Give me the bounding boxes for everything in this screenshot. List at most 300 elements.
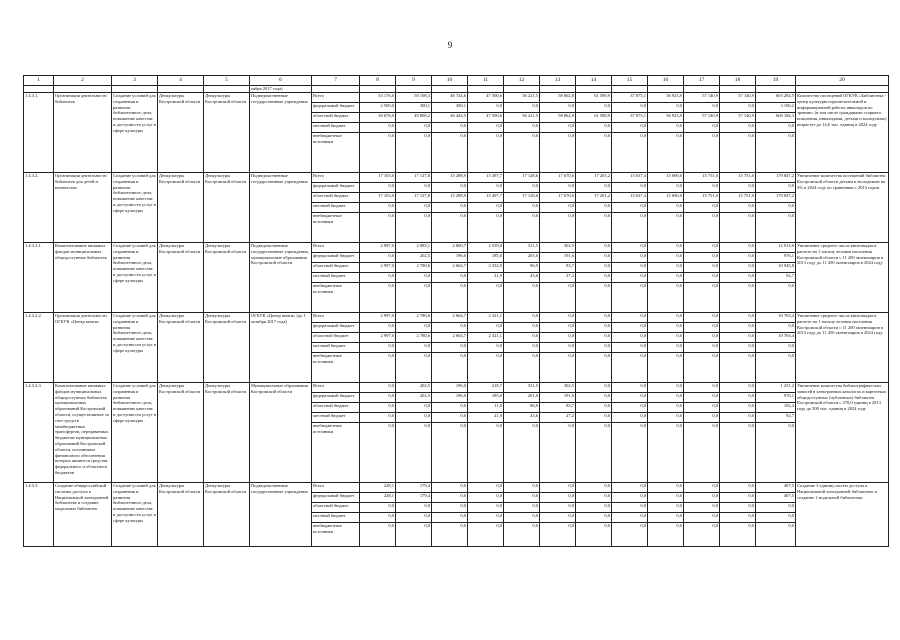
funding-value: 0,0: [504, 283, 540, 313]
funding-value: 0,0: [504, 483, 540, 493]
funding-value: 0,0: [648, 313, 684, 323]
funding-value: 0,0: [576, 213, 612, 243]
funding-value: 0,0: [396, 283, 432, 313]
page-number: 9: [447, 40, 453, 50]
funding-value: 0,0: [756, 503, 796, 513]
responsible-executor: Депкультуры Костромской области: [158, 483, 204, 547]
funding-value: 0,0: [684, 103, 720, 113]
funding-value: 0,0: [360, 353, 396, 383]
funding-value: 179 847,2: [756, 193, 796, 203]
funding-source-label: областной бюджет: [312, 403, 360, 413]
funding-value: 0,0: [396, 343, 432, 353]
funding-value: 0,0: [612, 513, 648, 523]
funding-value: 0,0: [720, 203, 756, 213]
funding-value: 0,0: [468, 343, 504, 353]
funding-value: 53 176,0: [360, 93, 396, 103]
funding-value: 0,0: [468, 123, 504, 133]
funding-value: 0,0: [648, 503, 684, 513]
column-number: 18: [720, 76, 756, 86]
funding-value: 191,6: [540, 393, 576, 403]
funding-value: 0,0: [504, 323, 540, 333]
funding-value: 0,0: [576, 503, 612, 513]
funding-value: 0,0: [612, 353, 648, 383]
measure-goal: Создание условий для сохранения и развития библиотечного дела, повышение качества и доступности услуг в сфере культуры: [112, 383, 158, 483]
column-number: 2: [54, 76, 112, 86]
funding-value: 0,0: [396, 503, 432, 513]
funding-value: 0,0: [648, 333, 684, 343]
funding-value: 0,0: [756, 423, 796, 483]
funding-value: 2 997,0: [360, 263, 396, 273]
funding-value: 0,0: [684, 333, 720, 343]
funding-value: 0,0: [684, 503, 720, 513]
column-number: 12: [504, 76, 540, 86]
funding-value: 0,0: [720, 263, 756, 273]
column-number: 16: [648, 76, 684, 86]
funding-value: 0,0: [576, 263, 612, 273]
funding-source-label: федеральный бюджет: [312, 393, 360, 403]
funding-value: 0,0: [612, 283, 648, 313]
funding-value: 2 664,7: [432, 333, 468, 343]
funding-value: 0,0: [468, 283, 504, 313]
funding-value: 0,0: [540, 513, 576, 523]
funding-value: 0,0: [648, 263, 684, 273]
executor: Подведомственные государственные учреждения, муниципальные образования Костромской области: [250, 243, 312, 313]
table-row: [24, 383, 889, 393]
funding-value: 0,0: [720, 253, 756, 263]
funding-value: 0,0: [540, 343, 576, 353]
funding-value: 50 676,0: [360, 113, 396, 123]
funding-value: 0,0: [720, 403, 756, 413]
funding-value: 0,0: [540, 213, 576, 243]
funding-value: 0,0: [360, 393, 396, 403]
funding-value: 2 321,1: [468, 333, 504, 343]
funding-value: 15 637,4: [612, 173, 648, 183]
funding-value: 61 589,9: [576, 113, 612, 123]
funding-value: 0,0: [576, 283, 612, 313]
funding-value: 17 103,0: [360, 173, 396, 183]
funding-value: 0,0: [648, 353, 684, 383]
funding-value: 0,0: [720, 383, 756, 393]
funding-value: 0,0: [504, 133, 540, 173]
funding-value: 0,0: [504, 313, 540, 323]
funding-value: 43,6: [504, 413, 540, 423]
funding-source-label: федеральный бюджет: [312, 323, 360, 333]
funding-value: 10 945,8: [756, 263, 796, 273]
funding-value: 0,0: [396, 403, 432, 413]
executor: ОГБУК «Центр книги» (до 1 октября 2017 года): [250, 313, 312, 383]
funding-value: 15 288,9: [432, 173, 468, 183]
responsible-executor: Депкультуры Костромской области: [158, 313, 204, 383]
funding-value: 0,0: [432, 133, 468, 173]
funding-value: 0,0: [576, 393, 612, 403]
funding-source-label: областной бюджет: [312, 263, 360, 273]
funding-value: 179 847,2: [756, 173, 796, 183]
funding-value: 0,0: [540, 203, 576, 213]
target-indicator: Увеличение количества библиографических записей в электронных каталогах и картотеках общедоступных (публичных) библиотек Костромской области с 370,0 единиц в 2013 году до 500 тыс. единиц в 2024 году: [796, 383, 889, 483]
funding-value: 0,0: [504, 203, 540, 213]
executor: Подведомственные государственные учреждения: [250, 483, 312, 547]
funding-value: 0,0: [720, 243, 756, 253]
funding-source-label: федеральный бюджет: [312, 493, 360, 503]
funding-value: 0,0: [684, 273, 720, 283]
funding-value: 0,0: [684, 343, 720, 353]
funding-value: 0,0: [756, 523, 796, 547]
funding-value: 17 670,6: [540, 173, 576, 183]
funding-value: 47 500,6: [468, 93, 504, 103]
funding-value: 0,0: [684, 123, 720, 133]
funding-value: 0,0: [612, 423, 648, 483]
funding-value: 2 983,1: [396, 243, 432, 253]
funding-value: 0,0: [684, 513, 720, 523]
funding-value: 0,0: [720, 103, 756, 113]
funding-value: 0,0: [612, 183, 648, 193]
funding-value: 17 201,2: [576, 173, 612, 183]
funding-value: 0,0: [540, 353, 576, 383]
funding-value: 11,8: [468, 403, 504, 413]
funding-value: 407,5: [756, 483, 796, 493]
funding-value: 15 690,0: [648, 173, 684, 183]
funding-value: 86,9: [504, 263, 540, 273]
funding-value: 0,0: [648, 323, 684, 333]
funding-value: 0,0: [396, 513, 432, 523]
funding-value: 0,0: [720, 423, 756, 483]
funding-value: 0,0: [504, 493, 540, 503]
funding-value: 0,0: [504, 103, 540, 113]
funding-source-label: Всего: [312, 313, 360, 323]
funding-value: 58 862,8: [540, 93, 576, 103]
funding-value: 0,0: [540, 493, 576, 503]
funding-value: 228,1: [360, 483, 396, 493]
funding-value: 58 862,8: [540, 113, 576, 123]
funding-value: 0,0: [504, 343, 540, 353]
funding-value: 407,5: [756, 493, 796, 503]
funding-source-label: местный бюджет: [312, 203, 360, 213]
funding-value: 0,0: [468, 513, 504, 523]
funding-value: 0,0: [432, 213, 468, 243]
target-indicator: Создание 3 единиц систем доступа к Национальной электронной библиотеке и создание 1 модельной библиотеки: [796, 483, 889, 547]
funding-value: 0,0: [684, 213, 720, 243]
funding-value: 0,0: [576, 523, 612, 547]
funding-source-label: Всего: [312, 383, 360, 393]
measure-name: Комплектование книжных фондов муниципальных общедоступных библиотек: [54, 243, 112, 313]
measure-goal: Создание условий для сохранения и развития библиотечного дела, повышение качества и доступности услуг в сфере культуры: [112, 313, 158, 383]
column-number: 13: [540, 76, 576, 86]
funding-value: 56 221,5: [504, 93, 540, 103]
funding-value: 0,0: [720, 333, 756, 343]
funding-value: 0,0: [432, 403, 468, 413]
funding-value: 2 539,8: [468, 243, 504, 253]
funding-value: 0,0: [684, 203, 720, 213]
funding-value: 0,0: [684, 243, 720, 253]
funding-value: 0,0: [684, 483, 720, 493]
funding-value: 21,9: [468, 273, 504, 283]
funding-value: 0,0: [576, 353, 612, 383]
responsible-executor: Депкультуры Костромской области: [158, 93, 204, 173]
funding-value: 0,0: [360, 273, 396, 283]
funding-value: 37 875,1: [612, 113, 648, 123]
funding-value: 0,0: [720, 123, 756, 133]
funding-source-label: областной бюджет: [312, 113, 360, 123]
funding-value: 976,1: [756, 253, 796, 263]
funding-value: 0,0: [756, 133, 796, 173]
funding-value: 0,0: [612, 523, 648, 547]
funding-value: 0,0: [648, 283, 684, 313]
funding-value: 0,0: [648, 253, 684, 263]
funding-value: 0,0: [468, 103, 504, 113]
funding-value: 83,7: [540, 403, 576, 413]
funding-value: 0,0: [432, 273, 468, 283]
funding-source-label: областной бюджет: [312, 193, 360, 203]
funding-value: 0,0: [720, 353, 756, 383]
measure-goal: Создание условий для сохранения и развития библиотечного дела, повышение качества и доступности услуг в сфере культуры: [112, 93, 158, 173]
funding-source-label: внебюджетные источники: [312, 423, 360, 483]
funding-value: 0,0: [504, 333, 540, 343]
funding-value: 0,0: [432, 123, 468, 133]
funding-value: 976,1: [756, 393, 796, 403]
funding-value: 0,0: [648, 523, 684, 547]
funding-value: 0,0: [612, 503, 648, 513]
funding-value: 0,0: [576, 423, 612, 483]
target-indicator: Увеличение среднего числа книговыдач в расчете на 1 тысячу человек населения Костромской области с 11 200 экземпляров в 2013 году до 11 450 экземпляров в 2024 году: [796, 313, 889, 383]
funding-value: 0,0: [360, 133, 396, 173]
funding-source-label: внебюджетные источники: [312, 523, 360, 547]
funding-source-label: местный бюджет: [312, 513, 360, 523]
funding-value: 0,0: [612, 123, 648, 133]
funding-value: 0,0: [540, 503, 576, 513]
funding-value: 17 127,8: [396, 193, 432, 203]
funding-value: 0,0: [396, 133, 432, 173]
funding-value: 10 763,4: [756, 313, 796, 323]
funding-value: 0,0: [360, 183, 396, 193]
funding-value: 2 997,0: [360, 333, 396, 343]
column-number-row: [24, 76, 889, 86]
funding-source-label: Всего: [312, 243, 360, 253]
funding-value: 0,0: [756, 323, 796, 333]
funding-value: 0,0: [468, 523, 504, 547]
funding-value: 0,0: [576, 343, 612, 353]
funding-value: 43,6: [504, 273, 540, 283]
funding-value: 0,0: [468, 203, 504, 213]
measure-name: Комплектование книжных фондов муниципальных общедоступных библиотек муниципальных образований Костромской области, осуществляемое за счет средств межбюджетных трансфертов, передаваемых бюджетам муниципальных образований Костромской области, источником финансового обеспечения которых являются средства федерального и областного бюджетов: [54, 383, 112, 483]
responsible-executor: Депкультуры Костромской области: [158, 243, 204, 313]
funding-value: 0,0: [432, 343, 468, 353]
funding-value: 21,9: [468, 413, 504, 423]
funding-value: 17 103,0: [360, 193, 396, 203]
funding-value: 0,0: [504, 213, 540, 243]
funding-value: 218,7: [468, 383, 504, 393]
funding-value: 0,0: [432, 413, 468, 423]
responsible-executor: Депкультуры Костромской области: [158, 173, 204, 243]
funding-value: 61 589,9: [576, 93, 612, 103]
funding-value: 0,0: [720, 393, 756, 403]
table-row: [24, 483, 889, 493]
funding-value: 0,0: [540, 183, 576, 193]
funding-value: 0,0: [432, 283, 468, 313]
funding-value: 17 128,6: [504, 193, 540, 203]
funding-value: 202,5: [396, 253, 432, 263]
funding-source-label: областной бюджет: [312, 333, 360, 343]
funding-value: 15 751,0: [720, 173, 756, 183]
program-table: [23, 75, 889, 547]
column-number: 15: [612, 76, 648, 86]
state-customer: Депкультуры Костромской области: [204, 483, 250, 547]
funding-value: 0,0: [720, 503, 756, 513]
funding-source-label: федеральный бюджет: [312, 103, 360, 113]
funding-value: 17 128,6: [504, 173, 540, 183]
funding-value: 0,0: [756, 213, 796, 243]
funding-value: 92,7: [756, 273, 796, 283]
measure-code: 1.4.3.3.: [24, 483, 54, 547]
target-indicator: Количество посещений ОГКУК «Библиотека - центр культурно-просветительной и информационной работы инвалидов по зрению» (в том числе гражданами старшего поколения, инвалидами, детьми и молодежью) возрастет до 14,6 тыс. единиц в 2024 году: [796, 93, 889, 173]
funding-source-label: областной бюджет: [312, 503, 360, 513]
funding-value: 603 284,5: [756, 93, 796, 103]
funding-value: 0,0: [504, 353, 540, 383]
funding-value: 17 201,2: [576, 193, 612, 203]
funding-value: 0,0: [396, 523, 432, 547]
funding-value: 0,0: [684, 403, 720, 413]
funding-value: 0,0: [648, 493, 684, 503]
measure-goal: Создание условий для сохранения и развития библиотечного дела, повышение качества и доступности услуг в сфере культуры: [112, 173, 158, 243]
funding-value: 47 500,6: [468, 113, 504, 123]
state-customer: Депкультуры Костромской области: [204, 173, 250, 243]
funding-value: 0,0: [432, 183, 468, 193]
funding-value: 0,0: [396, 323, 432, 333]
funding-value: 0,0: [360, 403, 396, 413]
funding-value: 15 497,7: [468, 193, 504, 203]
funding-value: 185,0: [468, 393, 504, 403]
funding-value: 0,0: [432, 353, 468, 383]
funding-value: 0,0: [612, 253, 648, 263]
executor: Муниципальные образования Костромской области: [250, 383, 312, 483]
funding-value: 0,0: [648, 383, 684, 393]
funding-value: 2 500,0: [360, 103, 396, 113]
column-number: 11: [468, 76, 504, 86]
column-number: 8: [360, 76, 396, 86]
funding-value: 0,0: [432, 203, 468, 213]
funding-value: 46 444,5: [432, 113, 468, 123]
funding-source-label: Всего: [312, 483, 360, 493]
funding-value: 0,0: [612, 103, 648, 113]
funding-value: 0,0: [648, 103, 684, 113]
funding-value: 2 664,7: [432, 313, 468, 323]
funding-value: 57 140,9: [720, 93, 756, 103]
funding-value: 0,0: [576, 333, 612, 343]
continuation-text: тября 2017 года): [250, 86, 312, 93]
continuation-row: [24, 86, 889, 93]
funding-value: 10 763,4: [756, 333, 796, 343]
funding-value: 15 497,7: [468, 173, 504, 183]
responsible-executor: Депкультуры Костромской области: [158, 383, 204, 483]
funding-value: 0,0: [612, 243, 648, 253]
funding-value: 0,0: [684, 493, 720, 503]
state-customer: Депкультуры Костромской области: [204, 93, 250, 173]
target-indicator: Увеличение количества посещений библиотек Костромской области детьми и молодежью на 5% в 2024 году по сравнению с 2013 годом: [796, 173, 889, 243]
funding-value: 0,0: [684, 523, 720, 547]
measure-code: 1.4.3.2.: [24, 173, 54, 243]
funding-value: 0,0: [396, 203, 432, 213]
funding-value: 0,0: [576, 253, 612, 263]
funding-value: 0,0: [576, 493, 612, 503]
table-row: [24, 93, 889, 103]
funding-value: 0,0: [756, 353, 796, 383]
funding-value: 0,0: [576, 123, 612, 133]
funding-value: 0,0: [756, 123, 796, 133]
funding-value: 196,0: [432, 393, 468, 403]
measure-code: 1.4.3.2.2.: [24, 313, 54, 383]
funding-value: 2 780,6: [396, 333, 432, 343]
funding-value: 179,4: [396, 483, 432, 493]
funding-value: 0,0: [576, 203, 612, 213]
funding-value: 0,0: [432, 523, 468, 547]
funding-source-label: федеральный бюджет: [312, 183, 360, 193]
funding-value: 0,0: [720, 273, 756, 283]
funding-value: 0,0: [540, 523, 576, 547]
funding-value: 0,0: [648, 483, 684, 493]
funding-value: 2 664,7: [432, 263, 468, 273]
funding-value: 56 923,9: [648, 93, 684, 103]
column-number: 7: [312, 76, 360, 86]
funding-value: 17 127,8: [396, 173, 432, 183]
funding-value: 0,0: [720, 483, 756, 493]
funding-value: 49 808,2: [396, 113, 432, 123]
funding-value: 2 860,7: [432, 243, 468, 253]
funding-source-label: внебюджетные источники: [312, 283, 360, 313]
funding-value: 0,0: [504, 523, 540, 547]
funding-value: 0,0: [540, 283, 576, 313]
funding-value: 0,0: [648, 273, 684, 283]
funding-source-label: местный бюджет: [312, 273, 360, 283]
funding-value: 0,0: [396, 273, 432, 283]
funding-value: 0,0: [396, 353, 432, 383]
funding-value: 0,0: [576, 243, 612, 253]
funding-value: 0,0: [684, 183, 720, 193]
funding-value: 2 332,9: [468, 263, 504, 273]
funding-value: 0,0: [684, 253, 720, 263]
funding-value: 0,0: [720, 323, 756, 333]
funding-value: 0,0: [684, 393, 720, 403]
funding-value: 0,0: [396, 413, 432, 423]
funding-value: 0,0: [612, 483, 648, 493]
funding-value: 0,0: [540, 323, 576, 333]
funding-value: 0,0: [576, 323, 612, 333]
funding-value: 0,0: [432, 423, 468, 483]
funding-value: 0,0: [756, 283, 796, 313]
funding-source-label: местный бюджет: [312, 343, 360, 353]
funding-value: 15 288,9: [432, 193, 468, 203]
column-number: 6: [250, 76, 312, 86]
funding-value: 0,0: [648, 393, 684, 403]
funding-value: 0,0: [648, 413, 684, 423]
funding-value: 0,0: [540, 123, 576, 133]
funding-value: 0,0: [504, 183, 540, 193]
funding-value: 0,0: [468, 353, 504, 383]
column-number: 5: [204, 76, 250, 86]
funding-value: 0,0: [684, 413, 720, 423]
funding-value: 0,0: [684, 263, 720, 273]
funding-value: 0,0: [684, 353, 720, 383]
funding-value: 0,0: [468, 423, 504, 483]
funding-value: 0,0: [360, 323, 396, 333]
funding-value: 57 140,9: [720, 113, 756, 123]
funding-value: 0,0: [756, 343, 796, 353]
funding-value: 0,0: [756, 183, 796, 193]
executor: Подведомственные государственные учреждения: [250, 93, 312, 173]
funding-value: 0,0: [360, 383, 396, 393]
column-number: 20: [796, 76, 889, 86]
funding-value: 0,0: [576, 483, 612, 493]
funding-source-label: федеральный бюджет: [312, 253, 360, 263]
funding-value: 0,0: [396, 123, 432, 133]
